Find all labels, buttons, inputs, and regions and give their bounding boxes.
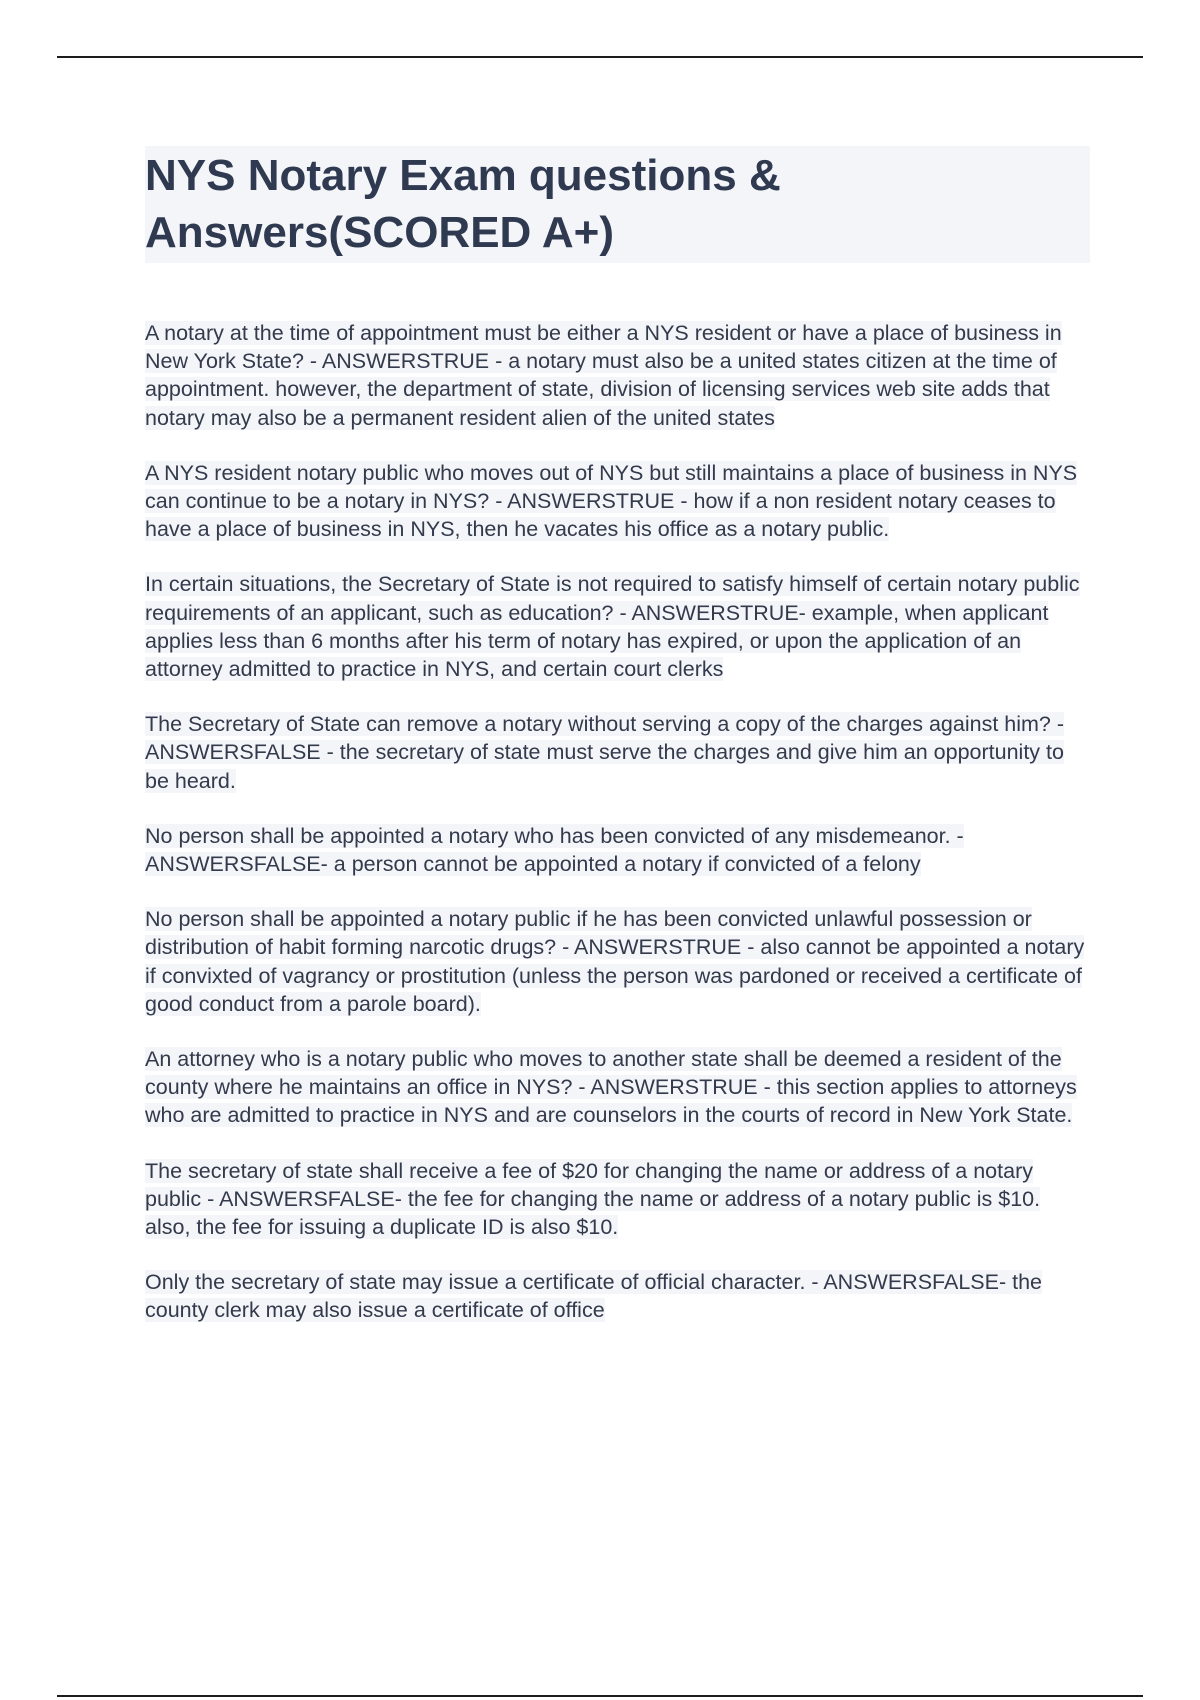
qa-list: [145, 319, 1090, 1325]
document-title: NYS Notary Exam questions & Answers(SCORED A+): [145, 146, 1090, 263]
bottom-rule: [57, 1695, 1143, 1697]
qa-item-3: [145, 570, 1090, 683]
qa-item-2: [145, 459, 1090, 544]
qa-item-text: A notary at the time of appointment must be either a NYS resident or have a place of business in New York State? - ANSWERSTRUE - a notary must also be a united states citizen at the time of appointment. however, the department of state, division of licensing services web site adds that notary may also be a permanent resident alien of the united states: [145, 321, 1062, 430]
qa-item-text: Only the secretary of state may issue a certificate of official character. - ANSWERSFALSE- the county clerk may also issue a certificate of office: [145, 1270, 1042, 1323]
qa-item-text: An attorney who is a notary public who moves to another state shall be deemed a resident of the county where he maintains an office in NYS? - ANSWERSTRUE - this section applies to attorneys who are admitted to practice in NYS and are counselors in the courts of record in New York State.: [145, 1047, 1077, 1128]
qa-item-text: The Secretary of State can remove a notary without serving a copy of the charges against him? - ANSWERSFALSE - the secretary of state must serve the charges and give him an opportunity to be heard.: [145, 712, 1064, 793]
qa-item-5: [145, 822, 1090, 878]
document-body: [145, 146, 1090, 1352]
qa-item-text: No person shall be appointed a notary who has been convicted of any misdemeanor. - ANSWERSFALSE- a person cannot be appointed a notary if convicted of a felony: [145, 823, 964, 877]
qa-item-text: The secretary of state shall receive a fee of $20 for changing the name or address of a notary public - ANSWERSFALSE- the fee for changing the name or address of a notary public is $10. also, the fee for issuing a duplicate ID is also $10.: [145, 1158, 1041, 1240]
qa-item-1: [145, 319, 1090, 432]
qa-item-text: In certain situations, the Secretary of State is not required to satisfy himself of certain notary public requirements of an applicant, such as education? - ANSWERSTRUE- example, when applicant applies less than 6 months after his term of notary has expired, or upon the application of an attorney admitted to practice in NYS, and certain court clerks: [145, 572, 1080, 682]
qa-item-4: [145, 710, 1090, 795]
qa-item-8: [145, 1157, 1090, 1242]
qa-item-text: No person shall be appointed a notary public if he has been convicted unlawful possession or distribution of habit forming narcotic drugs? - ANSWERSTRUE - also cannot be appointed a notary if convixted of vagrancy or prostitution (unless the person was pardoned or received a certificate of good conduct from a parole board).: [145, 907, 1085, 1016]
top-rule: [57, 56, 1143, 58]
qa-item-text: A NYS resident notary public who moves out of NYS but still maintains a place of business in NYS can continue to be a notary in NYS? - ANSWERSTRUE - how if a non resident notary ceases to have a place of business in NYS, then he vacates his office as a notary public.: [145, 460, 1078, 542]
qa-item-6: [145, 905, 1090, 1018]
qa-item-9: [145, 1268, 1090, 1324]
qa-item-7: [145, 1045, 1090, 1130]
